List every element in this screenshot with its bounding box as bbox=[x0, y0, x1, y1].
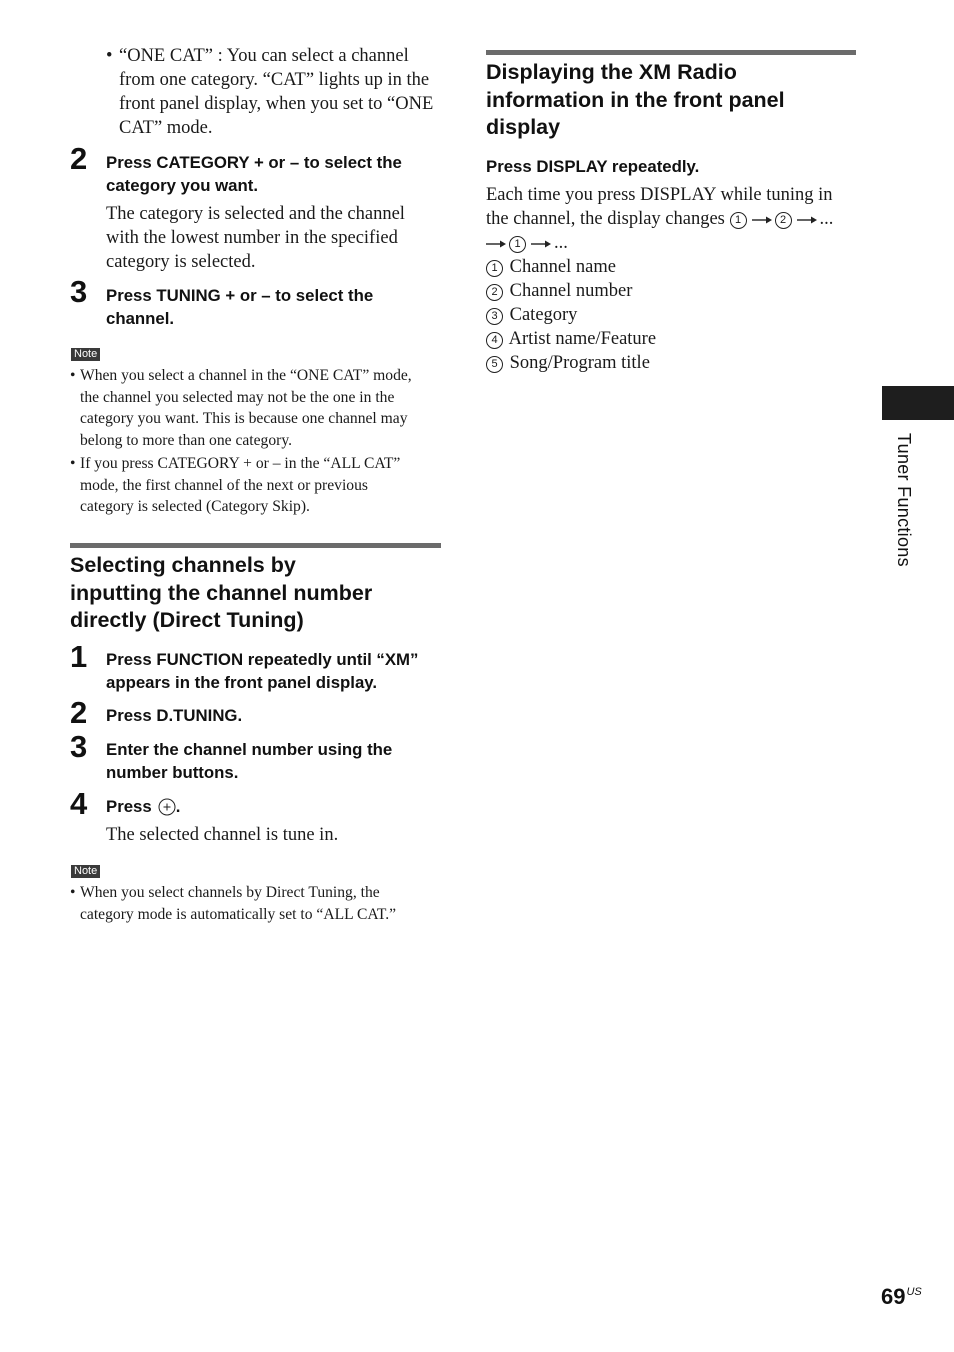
note-line: mode, the first channel of the next or previous bbox=[80, 476, 368, 494]
note-line: When you select a channel in the “ONE CAT” mode, bbox=[80, 367, 412, 384]
step-title-line: category you want. bbox=[106, 176, 258, 195]
step-number: 1 bbox=[70, 639, 88, 674]
step-title-text: . bbox=[175, 797, 181, 816]
circled-number: 5 bbox=[486, 356, 503, 373]
circled-number: 2 bbox=[775, 212, 792, 229]
ellipsis: ... bbox=[819, 209, 834, 229]
section-heading-xm-display bbox=[486, 59, 785, 142]
step-number: 2 bbox=[70, 141, 88, 176]
note-badge: Note bbox=[71, 865, 100, 878]
note-line: category is selected (Category Skip). bbox=[80, 498, 310, 515]
section-rule bbox=[70, 543, 441, 548]
note-item bbox=[70, 453, 450, 518]
bullet-line: front panel display, when you set to “ONE bbox=[119, 94, 434, 114]
step-body-line: The selected channel is tune in. bbox=[106, 825, 339, 845]
step-title bbox=[106, 648, 418, 694]
circled-number: 1 bbox=[486, 260, 503, 277]
step-title-line: Press CATEGORY + or – to select the bbox=[106, 153, 402, 172]
note-list bbox=[70, 882, 450, 925]
note-badge: Note bbox=[71, 348, 100, 361]
step-title-line: Enter the channel number using the bbox=[106, 740, 393, 759]
page-number bbox=[881, 1284, 922, 1310]
note-item bbox=[70, 882, 450, 925]
bullet-line: CAT” mode. bbox=[119, 118, 213, 138]
arrow-right-icon bbox=[752, 215, 772, 225]
display-item-label: Channel name bbox=[509, 257, 616, 277]
body-line: Each time you press DISPLAY while tuning in bbox=[486, 185, 833, 205]
heading-line: Displaying the XM Radio bbox=[486, 60, 737, 84]
bullet-line: from one category. “CAT” lights up in the bbox=[119, 70, 430, 90]
instruction-title: Press DISPLAY repeatedly. bbox=[486, 157, 700, 176]
chapter-tab bbox=[882, 386, 954, 420]
note-line: If you press CATEGORY + or – in the “ALL CAT” bbox=[80, 455, 401, 472]
display-item-label: Artist name/Feature bbox=[508, 329, 657, 349]
heading-line: directly (Direct Tuning) bbox=[70, 608, 304, 632]
step-body-line: The category is selected and the channel bbox=[106, 204, 405, 224]
body-text: the channel, the display changes bbox=[486, 209, 725, 229]
bullet-mark: • bbox=[70, 367, 76, 384]
step-title-line: channel. bbox=[106, 309, 175, 328]
display-item bbox=[486, 279, 866, 303]
display-item bbox=[486, 327, 866, 351]
bullet-mark: • bbox=[106, 46, 113, 66]
circled-number: 1 bbox=[509, 236, 526, 253]
arrow-right-icon bbox=[797, 215, 817, 225]
step-number: 2 bbox=[70, 695, 88, 730]
note-line: category you want. This is because one channel may bbox=[80, 410, 408, 427]
step-title-line: Press D.TUNING. bbox=[106, 706, 243, 725]
step-title-line: appears in the front panel display. bbox=[106, 673, 378, 692]
step-number: 3 bbox=[70, 729, 88, 764]
note-list bbox=[70, 365, 450, 518]
step-title-line: Press TUNING + or – to select the bbox=[106, 286, 374, 305]
heading-line: Selecting channels by bbox=[70, 553, 296, 577]
heading-line: display bbox=[486, 115, 561, 139]
step-title bbox=[106, 284, 373, 330]
bullet-mark: • bbox=[70, 455, 76, 472]
display-item bbox=[486, 303, 866, 327]
body-line bbox=[486, 207, 866, 231]
bullet-line: “ONE CAT” : You can select a channel bbox=[119, 46, 409, 66]
step-number: 3 bbox=[70, 274, 88, 309]
one-cat-bullet bbox=[106, 44, 446, 140]
step-title bbox=[106, 738, 392, 784]
note-line: the channel you selected may not be the one in the bbox=[80, 388, 395, 406]
step-title bbox=[106, 704, 242, 727]
bullet-mark: • bbox=[70, 884, 76, 901]
step-title bbox=[106, 151, 402, 197]
circled-number: 1 bbox=[730, 212, 747, 229]
step-body bbox=[106, 823, 338, 847]
circled-number: 4 bbox=[486, 332, 503, 349]
page-number-value: 69 bbox=[881, 1284, 906, 1309]
display-item-label: Category bbox=[509, 305, 578, 325]
body-line bbox=[486, 231, 866, 255]
circled-number: 3 bbox=[486, 308, 503, 325]
section-rule bbox=[486, 50, 856, 55]
step-body-line: with the lowest number in the specified bbox=[106, 228, 398, 248]
chapter-label: Tuner Functions bbox=[894, 433, 914, 567]
note-line: belong to more than one category. bbox=[80, 431, 293, 449]
step-body-line: category is selected. bbox=[106, 252, 256, 272]
heading-line: inputting the channel number bbox=[70, 580, 373, 605]
display-body bbox=[486, 183, 866, 375]
step-title-line: number buttons. bbox=[106, 763, 239, 782]
note-item bbox=[70, 365, 450, 451]
note-line: When you select channels by Direct Tuning, the bbox=[80, 884, 380, 901]
arrow-right-icon bbox=[531, 239, 551, 249]
step-title bbox=[106, 795, 180, 818]
page-region-suffix: US bbox=[906, 1286, 922, 1298]
ellipsis: ... bbox=[554, 233, 568, 253]
display-item bbox=[486, 255, 866, 279]
display-item-label: Song/Program title bbox=[509, 353, 650, 373]
display-item bbox=[486, 351, 866, 375]
step-title-text: Press bbox=[106, 797, 152, 816]
section-heading-direct-tuning bbox=[70, 552, 372, 635]
enter-button-icon bbox=[158, 798, 176, 816]
step-body bbox=[106, 202, 405, 274]
arrow-right-icon bbox=[486, 239, 506, 249]
note-line: category mode is automatically set to “ALL CAT.” bbox=[80, 905, 397, 923]
circled-number: 2 bbox=[486, 284, 503, 301]
heading-line: information in the front panel bbox=[486, 87, 785, 112]
step-number: 4 bbox=[70, 786, 88, 821]
step-title-line: Press FUNCTION repeatedly until “XM” bbox=[106, 650, 419, 669]
display-item-label: Channel number bbox=[509, 281, 633, 301]
